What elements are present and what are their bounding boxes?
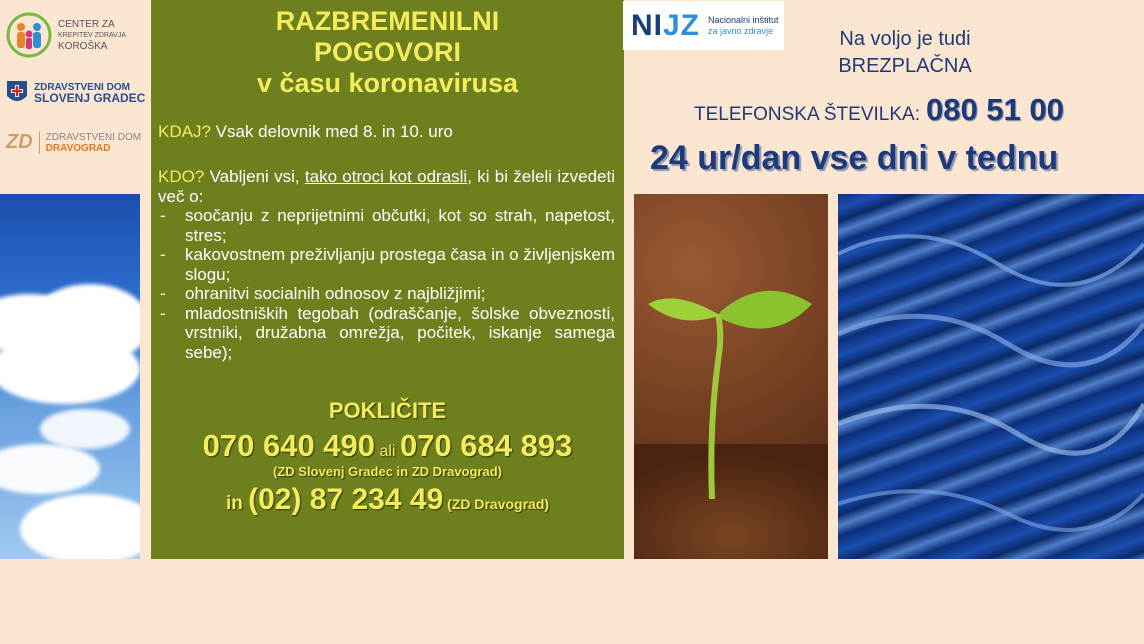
kdo-section: [158, 167, 615, 362]
logo-slovenj-line2: SLOVENJ GRADEC: [34, 91, 146, 105]
nijz-line1: Nacionalni inštitut: [708, 14, 779, 25]
page-title: [151, 6, 624, 99]
water-image: [838, 194, 1144, 559]
logo-koroska: [6, 12, 126, 58]
hours-text: 24 ur/dan vse dni v tednu: [650, 139, 1059, 177]
logo-koroska-line3: KOROŠKA: [58, 40, 108, 52]
list-item: - kakovostnem preživljanju prostega časa in o življenjskem slogu;: [158, 245, 615, 284]
title-line1: RAZBREMENILNI: [275, 6, 500, 36]
kdaj-text: Vsak delovnik med 8. in 10. uro: [210, 122, 453, 141]
shield-cross-icon: [6, 80, 28, 106]
kdaj-line: [158, 122, 615, 142]
phone-number-3[interactable]: (02) 87 234 49: [248, 483, 444, 516]
nijz-mark-b: JZ: [663, 8, 701, 42]
kdo-intro: [158, 167, 615, 206]
waves-icon: [838, 194, 1144, 559]
in-text: in: [225, 493, 249, 514]
call-number-3-line: [151, 483, 624, 517]
sky-clouds-image: [0, 194, 140, 559]
kdo-intro-a: Vabljeni vsi,: [204, 167, 305, 186]
topics-list: [158, 206, 615, 362]
list-item: - mladostniških tegobah (odraščanje, šolske obveznosti, vrstniki, družabna omrežja, počitek, iskanje samega sebe);: [158, 304, 615, 363]
free-line-1: Na voljo je tudi: [839, 28, 971, 50]
free-line-2: BREZPLAČNA: [838, 55, 972, 77]
kdo-label: KDO?: [158, 167, 205, 186]
kdo-intro-b: , ki bi želeli izvedeti več o:: [158, 167, 615, 206]
logo-slovenj-gradec: [6, 80, 145, 106]
logo-koroska-line2: KREPITEV ZDRAVJA: [58, 31, 126, 39]
nijz-line2: za javno zdravje: [708, 25, 774, 36]
call-heading: POKLIČITE: [328, 398, 447, 423]
people-icon: [6, 12, 52, 58]
phone-number-3-note: (ZD Dravograd): [443, 496, 550, 512]
title-line2: POGOVORI: [313, 37, 462, 67]
sprout-icon: [634, 194, 828, 559]
kdo-intro-underlined: tako otroci kot odrasli: [304, 167, 468, 186]
telephone-line: [694, 92, 1064, 128]
phone-number-1[interactable]: 070 640 490: [202, 428, 376, 463]
phone-number-2[interactable]: 070 684 893: [399, 428, 573, 463]
logo-dravograd: [6, 131, 141, 154]
nijz-mark: [631, 9, 700, 43]
call-subtitle: (ZD Slovenj Gradec in ZD Dravograd): [273, 464, 502, 479]
kdaj-label: KDAJ?: [158, 122, 211, 141]
ali-text: ali: [375, 443, 400, 460]
list-item: - soočanju z neprijetnimi občutki, kot so strah, napetost, stres;: [158, 206, 615, 245]
title-line3: v času koronavirusa: [256, 68, 519, 98]
logo-dravograd-line2: DRAVOGRAD: [45, 142, 111, 154]
list-item: - ohranitvi socialnih odnosov z najbližjimi;: [158, 284, 615, 304]
free-line-intro: [790, 26, 1020, 80]
logo-dravograd-line1: ZDRAVSTVENI DOM: [45, 131, 142, 143]
logo-koroska-line1: CENTER ZA: [58, 18, 115, 30]
telephone-label: TELEFONSKA ŠTEVILKA:: [694, 104, 920, 125]
free-phone-number[interactable]: 080 51 00: [925, 92, 1064, 127]
logo-nijz: [623, 1, 784, 50]
logo-slovenj-line1: ZDRAVSTVENI DOM: [34, 82, 130, 93]
call-numbers: [151, 428, 624, 464]
nijz-mark-a: NI: [631, 8, 663, 42]
seedling-image: [634, 194, 828, 559]
zd-mark-icon: ZD: [6, 131, 40, 154]
